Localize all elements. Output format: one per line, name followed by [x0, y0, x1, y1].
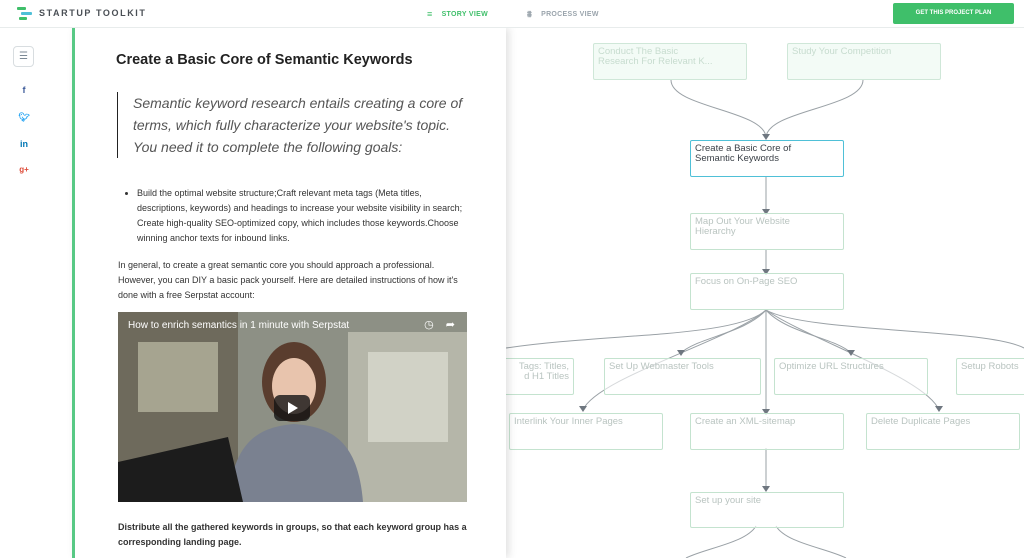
flow-icon: ⩩	[527, 9, 533, 19]
brand-name: STARTUP TOOLKIT	[39, 8, 147, 18]
node-map-hierarchy[interactable]: Map Out Your Website Hierarchy	[690, 213, 844, 250]
goals-list	[119, 186, 469, 246]
node-webmaster-tools[interactable]: Set Up Webmaster Tools	[604, 358, 761, 395]
get-project-plan-button[interactable]: GET THIS PROJECT PLAN	[893, 3, 1014, 24]
video-title: How to enrich semantics in 1 minute with Serpstat	[128, 320, 350, 331]
story-panel	[72, 28, 506, 558]
tab-story-view-label: STORY VIEW	[441, 10, 488, 18]
node-set-up-site[interactable]: Set up your site	[690, 492, 844, 528]
play-button[interactable]	[274, 395, 310, 421]
watch-later-icon[interactable]: ◷	[424, 319, 434, 331]
connector	[776, 526, 846, 558]
node-robots[interactable]: Setup Robots	[956, 358, 1024, 395]
connector	[766, 80, 863, 138]
node-focus-onpage-seo[interactable]: Focus on On-Page SEO	[690, 273, 844, 310]
linkedin-icon[interactable]: in	[20, 139, 28, 149]
share-icon[interactable]: ➦	[445, 319, 455, 331]
connector	[686, 526, 756, 558]
tab-process-view-label: PROCESS VIEW	[541, 11, 599, 18]
connector	[671, 80, 766, 138]
facebook-icon[interactable]: f	[22, 85, 26, 95]
node-conduct-research[interactable]: Conduct The Basic Research For Relevant K...	[593, 43, 747, 80]
connector	[506, 310, 766, 348]
connector	[766, 310, 1024, 348]
video-player[interactable]	[118, 312, 467, 502]
list-icon[interactable]: ☰	[13, 46, 34, 67]
twitter-icon[interactable]: 🐦︎	[18, 112, 30, 122]
node-interlink-pages[interactable]: Interlink Your Inner Pages	[509, 413, 663, 450]
tab-process-view[interactable]	[527, 9, 599, 20]
body-paragraph: In general, to create a great semantic core you should approach a professional. However, you can DIY a basic pack yourself. Here are detailed instructions of how it's done with a free Serpstat account:	[118, 260, 458, 300]
video-controls	[424, 318, 455, 331]
connector	[681, 310, 766, 353]
node-study-competition[interactable]: Study Your Competition	[787, 43, 941, 80]
left-rail	[0, 28, 72, 558]
top-bar	[0, 0, 1024, 28]
list-item: • Build the optimal website structure;Craft relevant meta tags (Meta titles, descriptions, keywords) and headings to increase your website visibility in search; Create high-quality SEO-optimized copy, which includes those keywords.Choose winning anchor texts for inbound links.	[137, 186, 469, 246]
startup-toolkit-logo-icon	[17, 6, 32, 20]
closing-paragraph: Distribute all the gathered keywords in groups, so that each keyword group has a corresponding landing page.	[118, 522, 467, 547]
node-duplicate-pages[interactable]: Delete Duplicate Pages	[866, 413, 1020, 450]
brand-logo[interactable]	[17, 6, 147, 20]
process-flow	[506, 28, 1024, 558]
list-icon: ≡	[427, 9, 433, 19]
page-title: Create a Basic Core of Semantic Keywords	[116, 52, 413, 68]
intro-quote: Semantic keyword research entails creating a core of terms, which fully characterize your website's topic. You need it to complete the following goals:	[117, 92, 467, 158]
tab-story-view[interactable]	[427, 9, 488, 19]
google-plus-icon[interactable]: g+	[19, 165, 29, 174]
node-xml-sitemap[interactable]: Create an XML-sitemap	[690, 413, 844, 450]
node-url-structures[interactable]: Optimize URL Structures	[774, 358, 928, 395]
node-create-semantic-core[interactable]: Create a Basic Core of Semantic Keywords	[690, 140, 844, 177]
node-meta-tags[interactable]: Tags: Titles, d H1 Titles	[506, 358, 574, 395]
